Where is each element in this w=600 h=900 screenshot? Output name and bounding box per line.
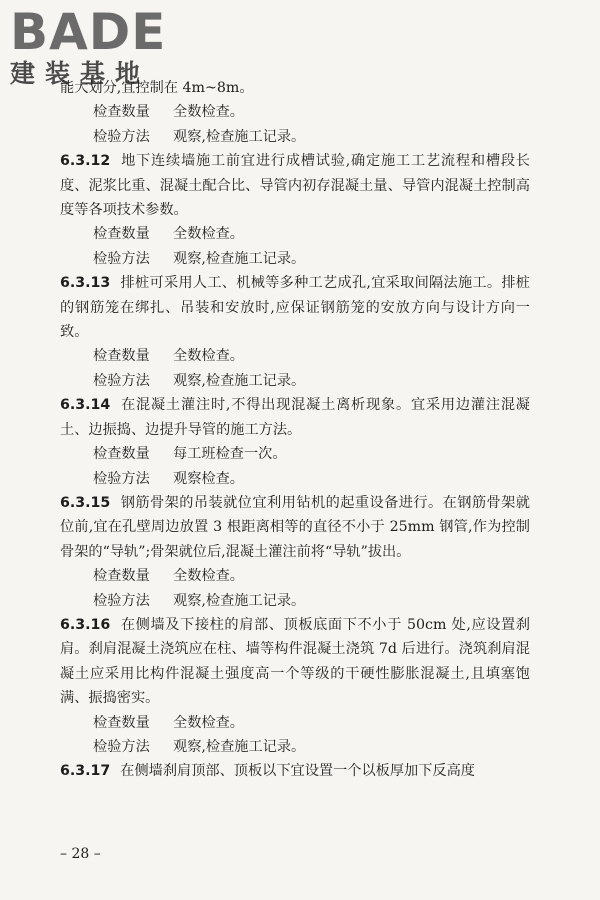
check-label: 检查数量 — [93, 104, 150, 121]
check-label: 检查数量 — [93, 568, 150, 585]
check-row — [60, 369, 530, 393]
check-value: 全数检查。 — [173, 348, 244, 365]
check-label: 检验方法 — [93, 128, 150, 145]
clause-number: 6.3.15 — [60, 494, 111, 511]
clause-text: 排桩可采用人工、机械等多种工艺成孔,宜采取间隔法施工。排桩的钢筋笼在绑扎、吊装和安放时,应保证钢筋笼的安放方向与设计方向一致。 — [60, 275, 530, 341]
check-value: 观察,检查施工记录。 — [173, 250, 306, 267]
check-row — [60, 564, 530, 588]
clause-6-3-17 — [60, 759, 530, 783]
check-row — [60, 247, 530, 271]
clause-6-3-13 — [60, 271, 530, 344]
check-row — [60, 222, 530, 246]
check-value: 全数检查。 — [173, 104, 244, 121]
clause-6-3-16 — [60, 613, 530, 711]
check-value: 观察检查。 — [173, 470, 244, 487]
logo-subtitle: 建装基地 — [10, 59, 151, 88]
check-row — [60, 442, 530, 466]
check-label: 检验方法 — [93, 372, 150, 389]
page-number: – 28 – — [60, 846, 101, 862]
clause-6-3-15 — [60, 491, 530, 564]
clause-number: 6.3.17 — [60, 763, 111, 780]
clause-6-3-14 — [60, 393, 530, 442]
check-row — [60, 467, 530, 491]
check-label: 检查数量 — [93, 226, 150, 243]
clause-text: 钢筋骨架的吊装就位宜利用钻机的起重设备进行。在钢筋骨架就位前,宜在孔壁周边放置 3 根距离相等的直径不小于 25mm 钢管,作为控制骨架的“导轨”;骨架就位后,混凝土灌注前将“导轨”拔出。 — [60, 494, 530, 560]
check-row — [60, 711, 530, 735]
clause-text: 地下连续墙施工前宜进行成槽试验,确定施工工艺流程和槽段长度、泥浆比重、混凝土配合比、导管内初存混凝土量、导管内混凝土控制高度等各项技术参数。 — [60, 153, 530, 219]
clause-number: 6.3.16 — [60, 616, 111, 633]
clause-number: 6.3.14 — [60, 397, 111, 414]
clause-number: 6.3.12 — [60, 153, 111, 170]
clause-number: 6.3.13 — [60, 275, 111, 292]
check-label: 检验方法 — [93, 738, 150, 755]
check-value: 观察,检查施工记录。 — [173, 738, 306, 755]
check-label: 检查数量 — [93, 348, 150, 365]
check-label: 检验方法 — [93, 250, 150, 267]
check-value: 观察,检查施工记录。 — [173, 128, 306, 145]
check-label: 检验方法 — [93, 592, 150, 609]
clause-text: 在侧墙刹肩顶部、顶板以下宜设置一个以板厚加下反高度 — [120, 763, 475, 780]
bade-logo — [10, 3, 180, 88]
check-value: 观察,检查施工记录。 — [173, 372, 306, 389]
continued-text: 能大划分,宜控制在 4m~8m。 — [60, 80, 254, 96]
check-label: 检查数量 — [93, 714, 150, 731]
check-value: 全数检查。 — [173, 226, 244, 243]
check-row — [60, 735, 530, 759]
check-value: 全数检查。 — [173, 568, 244, 585]
check-value: 全数检查。 — [173, 714, 244, 731]
clause-6-3-12 — [60, 149, 530, 222]
check-row — [60, 589, 530, 613]
check-row — [60, 344, 530, 368]
check-value: 每工班检查一次。 — [173, 446, 287, 463]
check-value: 观察,检查施工记录。 — [173, 592, 306, 609]
clause-text: 在侧墙及下接柱的肩部、顶板底面下不小于 50cm 处,应设置刹肩。刹肩混凝土浇筑应在柱、墙等构件混凝土浇筑 7d 后进行。浇筑刹肩混凝土应采用比构件混凝土强度高一个等级的干硬性膨胀混凝土,且填塞饱满、振捣密实。 — [60, 616, 530, 707]
logo-wordmark: BADE — [10, 3, 167, 61]
check-label: 检验方法 — [93, 470, 150, 487]
check-label: 检查数量 — [93, 446, 150, 463]
document-body — [60, 76, 530, 784]
check-row — [60, 125, 530, 149]
clause-text: 在混凝土灌注时,不得出现混凝土离析现象。宜采用边灌注混凝土、边振捣、边提升导管的施工方法。 — [60, 397, 530, 438]
check-row — [60, 100, 530, 124]
